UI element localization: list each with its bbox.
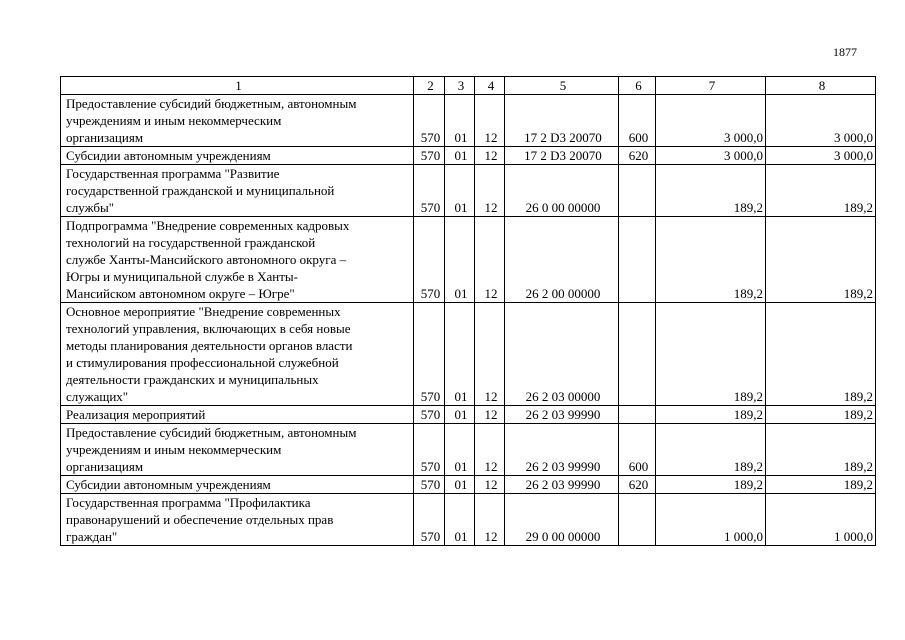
row-name: Основное мероприятие "Внедрение современных технологий управления, включающих в себя новые методы планирования деятельности органов власти и стимулирования профессиональной служебной деятельности гражданских и муниципальных служащих" [61, 303, 414, 406]
row-amount-2: 189,2 [766, 165, 876, 217]
row-expense-type [619, 217, 656, 303]
row-name: Предоставление субсидий бюджетным, автономным учреждениям и иным некоммерческим организациям [61, 424, 414, 476]
row-subsection-code: 12 [475, 424, 505, 476]
row-amount-1: 189,2 [656, 303, 766, 406]
row-target-article: 26 2 03 00000 [505, 303, 619, 406]
row-ved-code: 570 [414, 165, 445, 217]
row-expense-type [619, 406, 656, 424]
row-section-code: 01 [445, 95, 475, 147]
row-name: Предоставление субсидий бюджетным, автономным учреждениям и иным некоммерческим организациям [61, 95, 414, 147]
row-amount-1: 189,2 [656, 406, 766, 424]
table-row [61, 476, 876, 494]
row-subsection-code: 12 [475, 494, 505, 546]
row-target-article: 17 2 D3 20070 [505, 95, 619, 147]
header-cell: 2 [414, 77, 445, 95]
row-subsection-code: 12 [475, 476, 505, 494]
row-ved-code: 570 [414, 217, 445, 303]
header-cell: 1 [61, 77, 414, 95]
row-section-code: 01 [445, 494, 475, 546]
row-subsection-code: 12 [475, 406, 505, 424]
header-cell: 3 [445, 77, 475, 95]
row-target-article: 17 2 D3 20070 [505, 147, 619, 165]
row-target-article: 26 2 00 00000 [505, 217, 619, 303]
row-section-code: 01 [445, 424, 475, 476]
row-expense-type [619, 303, 656, 406]
row-amount-2: 3 000,0 [766, 95, 876, 147]
table-row [61, 165, 876, 217]
row-expense-type: 620 [619, 147, 656, 165]
row-target-article: 26 0 00 00000 [505, 165, 619, 217]
row-subsection-code: 12 [475, 303, 505, 406]
table-row [61, 406, 876, 424]
row-name: Государственная программа "Профилактика правонарушений и обеспечение отдельных прав граждан" [61, 494, 414, 546]
row-subsection-code: 12 [475, 217, 505, 303]
budget-table [60, 76, 876, 546]
row-amount-2: 1 000,0 [766, 494, 876, 546]
row-section-code: 01 [445, 165, 475, 217]
row-section-code: 01 [445, 406, 475, 424]
row-ved-code: 570 [414, 494, 445, 546]
row-amount-1: 3 000,0 [656, 95, 766, 147]
row-amount-1: 189,2 [656, 476, 766, 494]
row-target-article: 26 2 03 99990 [505, 476, 619, 494]
row-name: Реализация мероприятий [61, 406, 414, 424]
row-target-article: 26 2 03 99990 [505, 406, 619, 424]
table-row [61, 217, 876, 303]
row-subsection-code: 12 [475, 95, 505, 147]
table-row [61, 424, 876, 476]
row-expense-type [619, 494, 656, 546]
row-amount-2: 189,2 [766, 424, 876, 476]
row-ved-code: 570 [414, 303, 445, 406]
header-cell: 6 [619, 77, 656, 95]
table-row [61, 494, 876, 546]
row-amount-2: 3 000,0 [766, 147, 876, 165]
row-ved-code: 570 [414, 147, 445, 165]
row-name: Государственная программа "Развитие государственной гражданской и муниципальной службы" [61, 165, 414, 217]
row-name: Субсидии автономным учреждениям [61, 476, 414, 494]
row-target-article: 26 2 03 99990 [505, 424, 619, 476]
table-row [61, 147, 876, 165]
row-amount-1: 189,2 [656, 217, 766, 303]
table-body [61, 95, 876, 546]
row-section-code: 01 [445, 303, 475, 406]
row-section-code: 01 [445, 476, 475, 494]
row-amount-2: 189,2 [766, 476, 876, 494]
row-section-code: 01 [445, 217, 475, 303]
row-subsection-code: 12 [475, 165, 505, 217]
row-subsection-code: 12 [475, 147, 505, 165]
row-amount-2: 189,2 [766, 406, 876, 424]
row-ved-code: 570 [414, 424, 445, 476]
page-number: 1877 [833, 45, 857, 59]
row-amount-1: 1 000,0 [656, 494, 766, 546]
row-expense-type: 600 [619, 95, 656, 147]
row-expense-type [619, 165, 656, 217]
table-row [61, 95, 876, 147]
header-cell: 7 [656, 77, 766, 95]
row-ved-code: 570 [414, 95, 445, 147]
header-row [61, 77, 876, 95]
row-amount-1: 189,2 [656, 165, 766, 217]
row-name: Подпрограмма "Внедрение современных кадровых технологий на государственной гражданской службе Ханты-Мансийского автономного округа – Югры и муниципальной службе в Ханты- Мансийском автономном округе – Югре" [61, 217, 414, 303]
row-section-code: 01 [445, 147, 475, 165]
header-cell: 5 [505, 77, 619, 95]
row-ved-code: 570 [414, 476, 445, 494]
row-amount-1: 3 000,0 [656, 147, 766, 165]
row-name: Субсидии автономным учреждениям [61, 147, 414, 165]
row-amount-2: 189,2 [766, 217, 876, 303]
table-row [61, 303, 876, 406]
row-expense-type: 620 [619, 476, 656, 494]
row-target-article: 29 0 00 00000 [505, 494, 619, 546]
row-ved-code: 570 [414, 406, 445, 424]
header-cell: 4 [475, 77, 505, 95]
row-expense-type: 600 [619, 424, 656, 476]
row-amount-1: 189,2 [656, 424, 766, 476]
header-cell: 8 [766, 77, 876, 95]
row-amount-2: 189,2 [766, 303, 876, 406]
